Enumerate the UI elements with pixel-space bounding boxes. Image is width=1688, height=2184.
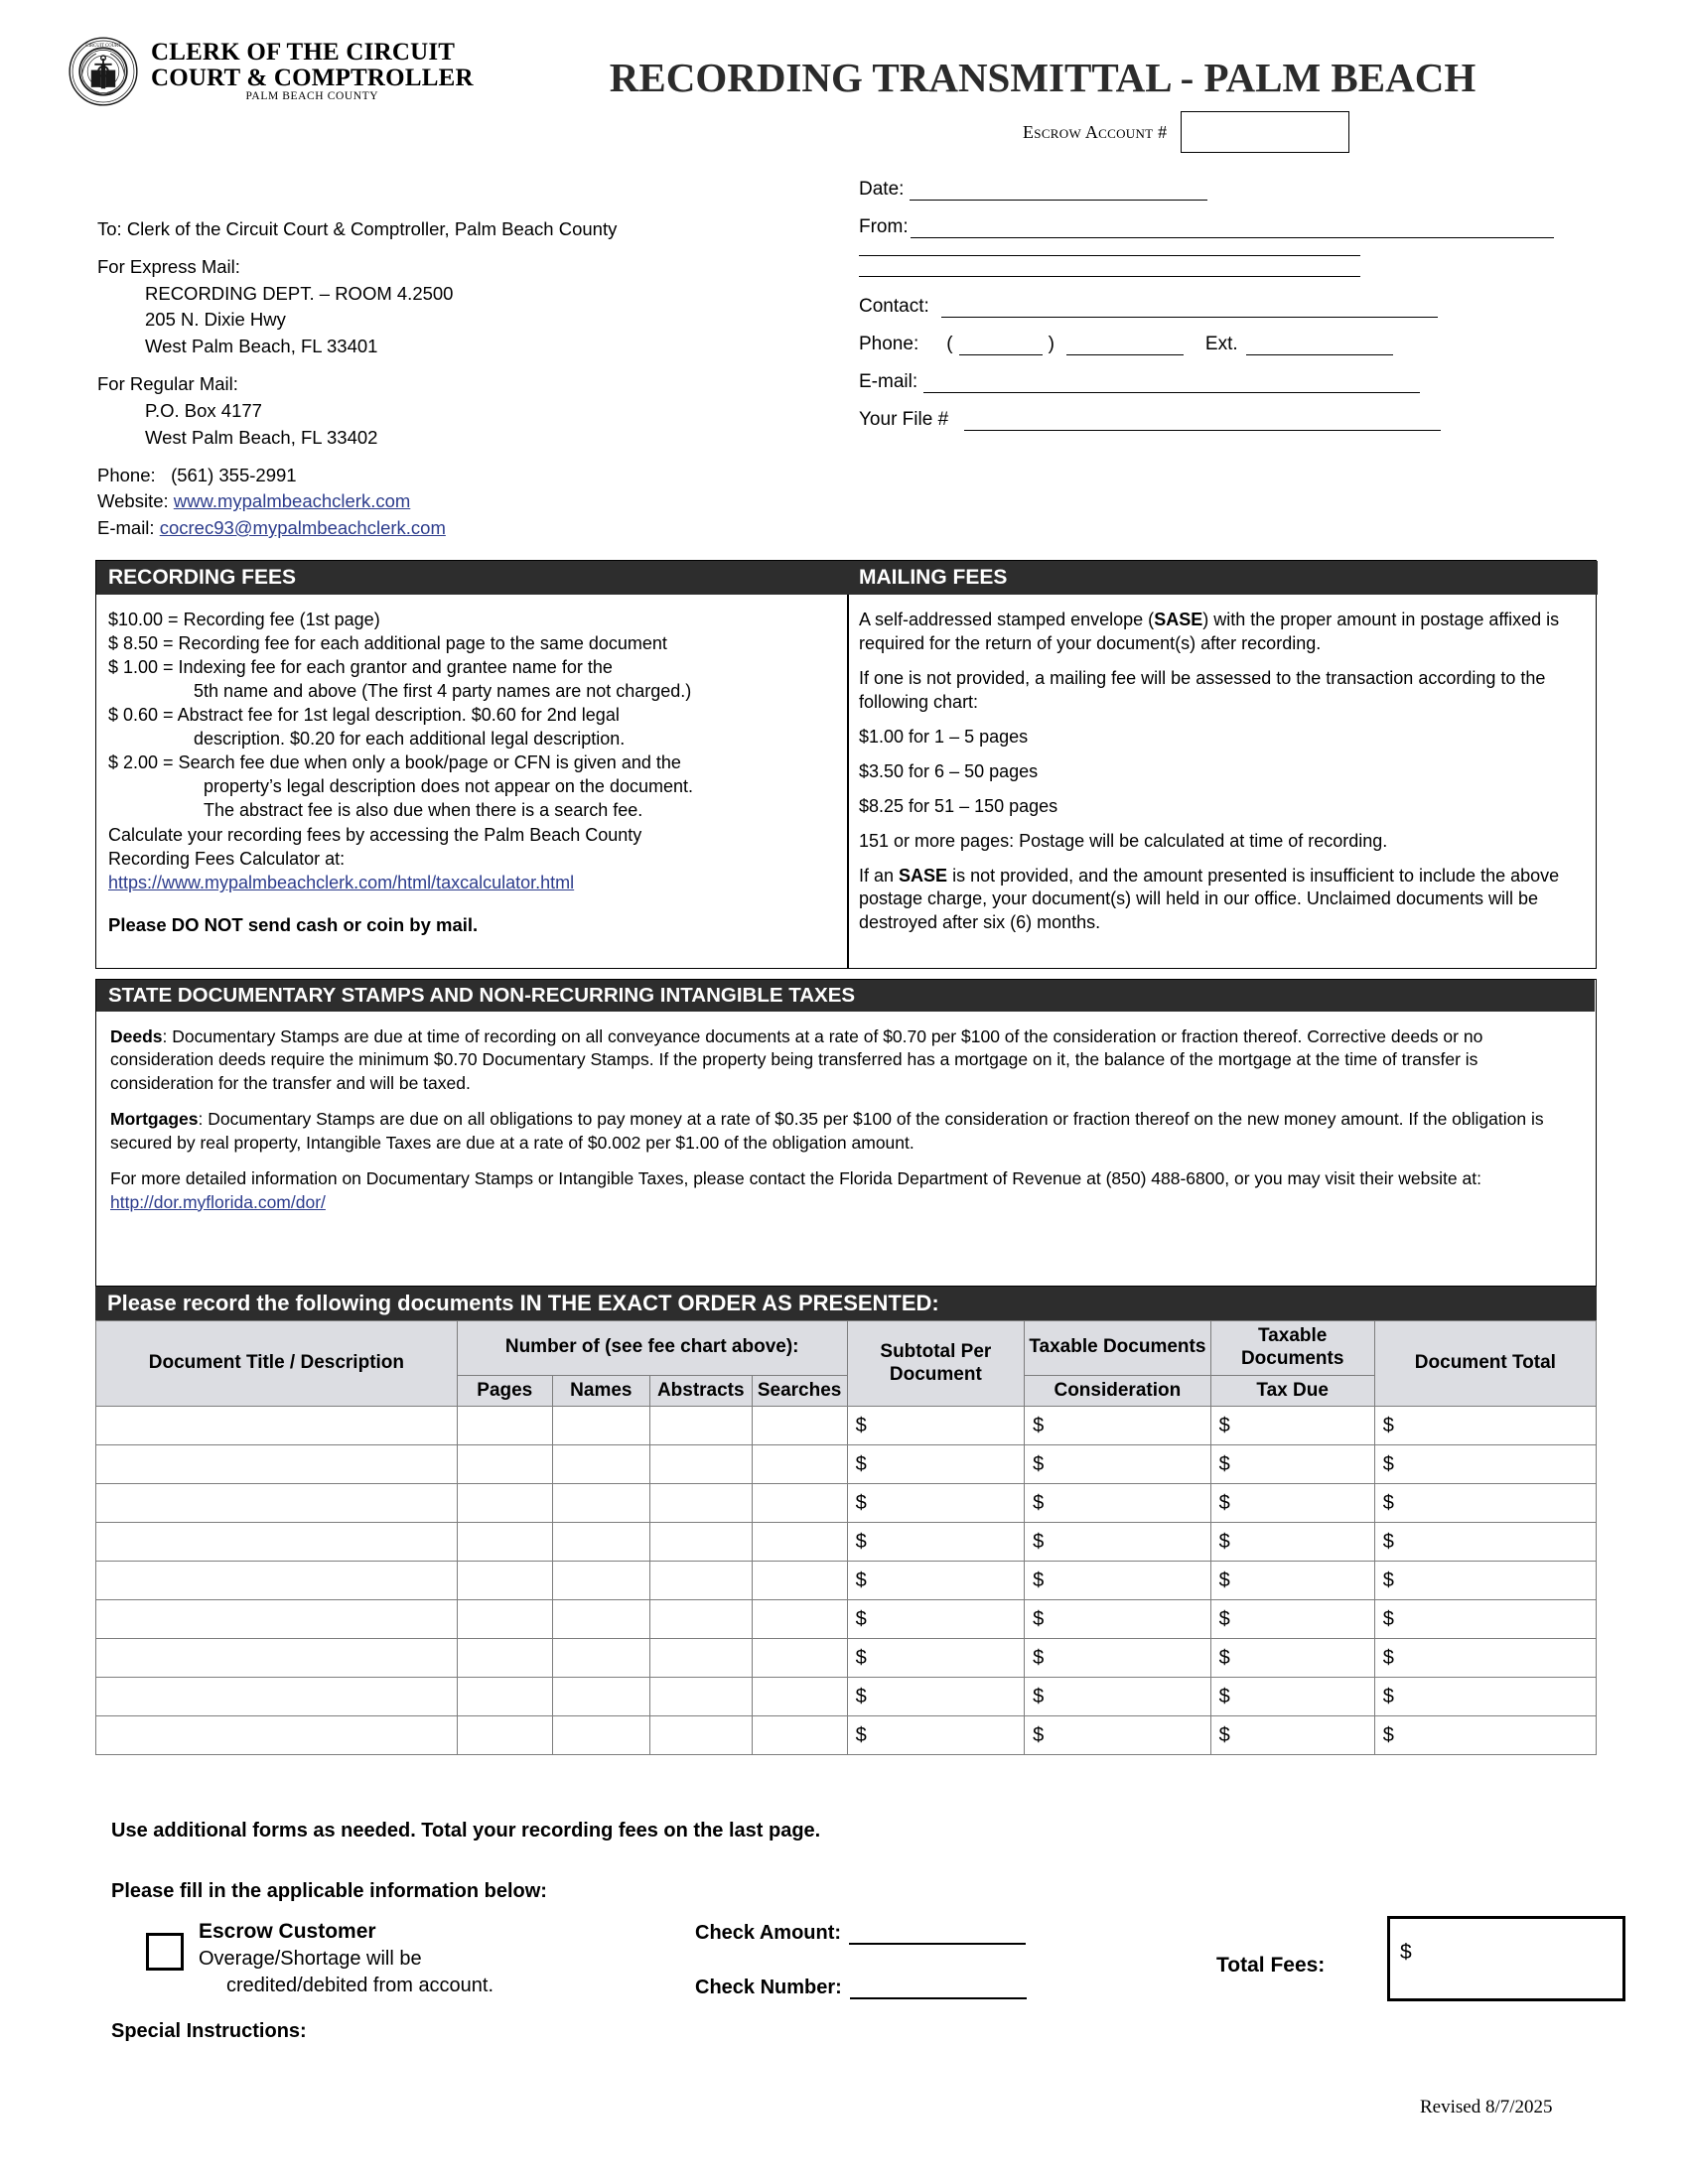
mailing-paragraph-3: If an SASE is not provided, and the amount presented is insufficient to include the above postage charge, your document(s) will held in our office. Unclaimed documents will be destroyed after six (6) months. — [859, 865, 1560, 933]
clerk-website-link[interactable]: www.mypalmbeachclerk.com — [173, 490, 411, 512]
escrow-customer-title: Escrow Customer — [199, 1920, 376, 1943]
mortgages-paragraph: Mortgages: Documentary Stamps are due on all obligations to pay money at a rate of $0.35 per $100 of the consideration or fraction thereof on the new money amount. If the obligation is secured by real property, Intangible Taxes are due at a rate of $0.002 per $1.00 of the obligation amount. — [110, 1109, 1544, 1153]
clerk-phone-row — [97, 463, 743, 489]
recording-fees-heading: RECORDING FEES — [96, 561, 847, 595]
from-input-2[interactable] — [859, 254, 1360, 256]
use-additional-forms-note: Use additional forms as needed. Total your recording fees on the last page. — [111, 1820, 821, 1842]
cell-searches[interactable] — [752, 1407, 847, 1445]
from-row-3 — [859, 275, 1554, 277]
cell-searches[interactable] — [752, 1523, 847, 1562]
contact-row — [859, 296, 1554, 318]
from-input-3[interactable] — [859, 275, 1360, 277]
cell-title[interactable] — [96, 1523, 458, 1562]
total-fees-input[interactable] — [1387, 1916, 1625, 2001]
express-mail-line-2: 205 N. Dixie Hwy — [145, 309, 286, 331]
regular-mail-heading: For Regular Mail: — [97, 373, 238, 395]
documentary-stamps-section — [95, 979, 1597, 1287]
fee-line-5: $ 0.60 = Abstract fee for 1st legal description. $0.60 for 2nd legal — [108, 704, 620, 725]
page-header — [0, 18, 1688, 127]
th-subtotal: Subtotal Per Document — [847, 1321, 1025, 1407]
email-input[interactable] — [923, 391, 1420, 393]
your-file-input[interactable] — [964, 429, 1441, 431]
check-number-row — [695, 1977, 1027, 1999]
clerk-phone-label: Phone: — [97, 464, 156, 485]
logo-line-2: COURT & COMPTROLLER — [151, 64, 474, 91]
cell-searches[interactable] — [752, 1484, 847, 1523]
fee-line-2: $ 8.50 = Recording fee for each additional page to the same document — [108, 632, 667, 653]
cell-taxdue[interactable]: $ — [1210, 1523, 1374, 1562]
cell-title[interactable] — [96, 1678, 458, 1716]
cell-title[interactable] — [96, 1407, 458, 1445]
cell-title[interactable] — [96, 1484, 458, 1523]
cell-abstracts[interactable] — [649, 1716, 752, 1755]
cell-total[interactable]: $ — [1374, 1523, 1596, 1562]
cell-names[interactable] — [552, 1639, 649, 1678]
cell-total[interactable]: $ — [1374, 1484, 1596, 1523]
documents-table — [95, 1320, 1597, 1755]
cell-title[interactable] — [96, 1445, 458, 1484]
to-line: To: Clerk of the Circuit Court & Comptroller, Palm Beach County — [97, 218, 618, 239]
phone-area-code-input[interactable] — [959, 353, 1043, 355]
mailing-rate-4: 151 or more pages: Postage will be calculated at time of recording. — [859, 830, 1388, 851]
fee-line-6: description. $0.20 for each additional legal description. — [194, 728, 626, 749]
logo-line-3: PALM BEACH COUNTY — [245, 90, 379, 103]
cell-taxdue[interactable]: $ — [1210, 1484, 1374, 1523]
cell-abstracts[interactable] — [649, 1639, 752, 1678]
table-row — [96, 1716, 1597, 1755]
cell-names[interactable] — [552, 1600, 649, 1639]
clerk-contact-block — [97, 216, 743, 542]
page-title: RECORDING TRANSMITTAL - PALM BEACH — [609, 55, 1477, 100]
clerk-email-row — [97, 515, 743, 542]
escrow-account-label: Escrow Account # — [1023, 121, 1168, 142]
florida-dor-link[interactable]: http://dor.myflorida.com/dor/ — [110, 1191, 326, 1212]
date-label: Date: — [859, 179, 905, 200]
no-cash-notice: Please DO NOT send cash or coin by mail. — [108, 914, 479, 936]
escrow-customer-block — [199, 1918, 493, 1999]
your-file-row — [859, 409, 1554, 431]
check-amount-row — [695, 1922, 1027, 1945]
table-row — [96, 1600, 1597, 1639]
cell-searches[interactable] — [752, 1716, 847, 1755]
th-names: Names — [552, 1375, 649, 1407]
th-pages: Pages — [457, 1375, 552, 1407]
escrow-customer-checkbox[interactable] — [146, 1933, 184, 1971]
table-row — [96, 1484, 1597, 1523]
cell-names[interactable] — [552, 1445, 649, 1484]
clerk-logo — [68, 36, 474, 107]
cell-subtotal[interactable]: $ — [847, 1562, 1025, 1600]
check-amount-input[interactable] — [849, 1942, 1026, 1945]
cell-pages[interactable] — [457, 1639, 552, 1678]
check-fields — [695, 1922, 1027, 2031]
ext-label: Ext. — [1204, 334, 1238, 354]
more-info-paragraph: For more detailed information on Documentary Stamps or Intangible Taxes, please contact the Florida Department of Revenue at (850) 488-6800, or you may visit their website at: http://dor.myflorida.com/dor/ — [110, 1168, 1481, 1212]
cell-pages[interactable] — [457, 1562, 552, 1600]
fees-section — [95, 560, 1597, 969]
cell-subtotal[interactable]: $ — [847, 1678, 1025, 1716]
th-searches: Searches — [752, 1375, 847, 1407]
regular-mail-line-1: P.O. Box 4177 — [145, 399, 262, 421]
record-documents-heading: Please record the following documents IN THE EXACT ORDER AS PRESENTED: — [95, 1287, 1597, 1320]
cell-taxdue[interactable]: $ — [1210, 1445, 1374, 1484]
cell-searches[interactable] — [752, 1562, 847, 1600]
th-consideration: Consideration — [1025, 1375, 1210, 1407]
cell-consideration[interactable]: $ — [1025, 1407, 1210, 1445]
phone-label: Phone: — [859, 334, 919, 354]
clerk-website-row — [97, 488, 743, 515]
email-row — [859, 371, 1554, 393]
cell-taxdue[interactable]: $ — [1210, 1639, 1374, 1678]
from-row-2 — [859, 254, 1554, 256]
cell-taxdue[interactable]: $ — [1210, 1407, 1374, 1445]
cell-pages[interactable] — [457, 1678, 552, 1716]
total-fees-label: Total Fees: — [1216, 1954, 1326, 1977]
table-row — [96, 1523, 1597, 1562]
cell-searches[interactable] — [752, 1639, 847, 1678]
fee-line-9: The abstract fee is also due when there is a search fee. — [204, 799, 643, 820]
cell-names[interactable] — [552, 1562, 649, 1600]
from-row — [859, 216, 1554, 238]
stamps-heading: STATE DOCUMENTARY STAMPS AND NON-RECURRING INTANGIBLE TAXES — [96, 980, 1595, 1012]
cell-pages[interactable] — [457, 1716, 552, 1755]
table-row — [96, 1639, 1597, 1678]
cell-pages[interactable] — [457, 1523, 552, 1562]
cell-total[interactable]: $ — [1374, 1445, 1596, 1484]
cell-consideration[interactable]: $ — [1025, 1523, 1210, 1562]
deeds-paragraph: Deeds: Documentary Stamps are due at time of recording on all conveyance documents at a rate of $0.70 per $100 of the consideration or fraction thereof. Corrective deeds or no consideration deeds require the minimum $0.70 Documentary Stamps. If the property being transferred has a mortgage on it, the balance of the mortgage at the time of transfer is consideration for the transfer and will be taxed. — [110, 1026, 1483, 1093]
cell-total[interactable]: $ — [1374, 1407, 1596, 1445]
cell-abstracts[interactable] — [649, 1407, 752, 1445]
phone-number-input[interactable] — [1066, 353, 1184, 355]
cell-pages[interactable] — [457, 1484, 552, 1523]
date-row — [859, 179, 1554, 201]
cell-subtotal[interactable]: $ — [847, 1639, 1025, 1678]
cell-subtotal[interactable]: $ — [847, 1484, 1025, 1523]
logo-line-1: CLERK OF THE CIRCUIT — [151, 39, 456, 67]
check-number-label: Check Number: — [695, 1977, 842, 1998]
table-row — [96, 1678, 1597, 1716]
revised-date: Revised 8/7/2025 — [1420, 2097, 1553, 2117]
th-document-title: Document Title / Description — [96, 1321, 458, 1407]
cell-taxdue[interactable]: $ — [1210, 1562, 1374, 1600]
mailing-paragraph-2: If one is not provided, a mailing fee will be assessed to the transaction according to the following chart: — [859, 667, 1546, 712]
mailing-paragraph-1: A self-addressed stamped envelope (SASE) with the proper amount in postage affixed is required for the return of your document(s) after recording. — [859, 610, 1560, 653]
mailing-rate-3: $8.25 for 51 – 150 pages — [859, 795, 1058, 816]
mailing-rate-2: $3.50 for 6 – 50 pages — [859, 760, 1039, 781]
express-mail-heading: For Express Mail: — [97, 255, 240, 277]
cell-searches[interactable] — [752, 1678, 847, 1716]
cell-consideration[interactable]: $ — [1025, 1484, 1210, 1523]
mailing-fees-body — [849, 595, 1596, 968]
cell-names[interactable] — [552, 1678, 649, 1716]
table-row — [96, 1407, 1597, 1445]
cell-consideration[interactable]: $ — [1025, 1716, 1210, 1755]
cell-total[interactable]: $ — [1374, 1639, 1596, 1678]
contact-input[interactable] — [941, 316, 1438, 318]
calculator-url-link[interactable]: https://www.mypalmbeachclerk.com/html/taxcalculator.html — [108, 873, 575, 893]
cell-total[interactable]: $ — [1374, 1716, 1596, 1755]
th-taxable-documents-2: Taxable Documents — [1210, 1321, 1374, 1376]
your-file-label: Your File # — [859, 409, 949, 430]
th-abstracts: Abstracts — [649, 1375, 752, 1407]
cell-consideration[interactable]: $ — [1025, 1678, 1210, 1716]
cell-taxdue[interactable]: $ — [1210, 1716, 1374, 1755]
calculator-line-1: Calculate your recording fees by accessing the Palm Beach County — [108, 825, 642, 846]
cell-consideration[interactable]: $ — [1025, 1562, 1210, 1600]
cell-consideration[interactable]: $ — [1025, 1445, 1210, 1484]
th-document-total: Document Total — [1374, 1321, 1596, 1407]
cell-pages[interactable] — [457, 1445, 552, 1484]
th-number-of: Number of (see fee chart above): — [457, 1321, 847, 1376]
escrow-customer-sub-2: credited/debited from account. — [226, 1975, 494, 1997]
email-label: E-mail: — [859, 371, 918, 392]
cell-title[interactable] — [96, 1716, 458, 1755]
cell-title[interactable] — [96, 1639, 458, 1678]
table-header-row-1 — [96, 1321, 1597, 1376]
cell-consideration[interactable]: $ — [1025, 1639, 1210, 1678]
cell-names[interactable] — [552, 1484, 649, 1523]
table-row — [96, 1562, 1597, 1600]
clerk-email-label: E-mail: — [97, 517, 155, 539]
cell-taxdue[interactable]: $ — [1210, 1600, 1374, 1639]
cell-title[interactable] — [96, 1600, 458, 1639]
mailing-rate-1: $1.00 for 1 – 5 pages — [859, 726, 1029, 747]
date-input[interactable] — [910, 199, 1207, 201]
cell-names[interactable] — [552, 1716, 649, 1755]
escrow-account-input[interactable] — [1181, 111, 1349, 153]
cell-subtotal[interactable]: $ — [847, 1600, 1025, 1639]
cell-consideration[interactable]: $ — [1025, 1600, 1210, 1639]
fee-line-3: $ 1.00 = Indexing fee for each grantor and grantee name for the — [108, 656, 613, 677]
escrow-customer-sub-1: Overage/Shortage will be — [199, 1948, 422, 1971]
cell-abstracts[interactable] — [649, 1562, 752, 1600]
fee-line-7: $ 2.00 = Search fee due when only a book/page or CFN is given and the — [108, 751, 681, 772]
total-fees-currency: $ — [1400, 1941, 1412, 1964]
cell-searches[interactable] — [752, 1600, 847, 1639]
regular-mail-line-2: West Palm Beach, FL 33402 — [145, 426, 378, 448]
cell-title[interactable] — [96, 1562, 458, 1600]
cell-subtotal[interactable]: $ — [847, 1407, 1025, 1445]
cell-names[interactable] — [552, 1407, 649, 1445]
cell-subtotal[interactable]: $ — [847, 1523, 1025, 1562]
th-tax-due: Tax Due — [1210, 1375, 1374, 1407]
express-mail-line-3: West Palm Beach, FL 33401 — [145, 336, 378, 357]
th-taxable-documents-1: Taxable Documents — [1025, 1321, 1210, 1376]
check-amount-label: Check Amount: — [695, 1922, 842, 1944]
fill-info-note: Please fill in the applicable information below: — [111, 1880, 547, 1902]
clerk-website-label: Website: — [97, 490, 169, 512]
recording-fees-body — [96, 595, 845, 968]
check-number-input[interactable] — [850, 1996, 1027, 1999]
cell-abstracts[interactable] — [649, 1600, 752, 1639]
cell-abstracts[interactable] — [649, 1678, 752, 1716]
contact-label: Contact: — [859, 296, 929, 317]
cell-abstracts[interactable] — [649, 1523, 752, 1562]
phone-paren-open: ( — [946, 334, 953, 354]
cell-pages[interactable] — [457, 1407, 552, 1445]
cell-searches[interactable] — [752, 1445, 847, 1484]
cell-total[interactable]: $ — [1374, 1600, 1596, 1639]
express-mail-line-1: RECORDING DEPT. – ROOM 4.2500 — [145, 282, 454, 304]
fee-line-1: $10.00 = Recording fee (1st page) — [108, 610, 380, 629]
clerk-seal-icon — [68, 36, 139, 107]
cell-subtotal[interactable]: $ — [847, 1716, 1025, 1755]
clerk-phone-value: (561) 355-2991 — [171, 464, 297, 485]
table-row — [96, 1445, 1597, 1484]
fee-line-8: property’s legal description does not appear on the document. — [204, 775, 693, 796]
stamps-body — [96, 1012, 1595, 1285]
cell-pages[interactable] — [457, 1600, 552, 1639]
from-label: From: — [859, 216, 909, 237]
mailing-fees-heading: MAILING FEES — [847, 561, 1598, 595]
cell-abstracts[interactable] — [649, 1484, 752, 1523]
cell-total[interactable]: $ — [1374, 1678, 1596, 1716]
phone-paren-close: ) — [1048, 334, 1055, 354]
from-input[interactable] — [911, 236, 1554, 238]
phone-row — [859, 334, 1554, 355]
svg-text:CIRCUIT COURT: CIRCUIT COURT — [85, 43, 121, 49]
special-instructions-label: Special Instructions: — [111, 2020, 307, 2042]
cell-total[interactable]: $ — [1374, 1562, 1596, 1600]
cell-subtotal[interactable]: $ — [847, 1445, 1025, 1484]
ext-input[interactable] — [1246, 353, 1393, 355]
fee-line-4: 5th name and above (The first 4 party names are not charged.) — [194, 680, 692, 701]
sender-form-fields — [859, 179, 1554, 447]
escrow-account-row — [1023, 111, 1349, 153]
calculator-line-2: Recording Fees Calculator at: — [108, 849, 346, 870]
cell-names[interactable] — [552, 1523, 649, 1562]
cell-taxdue[interactable]: $ — [1210, 1678, 1374, 1716]
clerk-email-link[interactable]: cocrec93@mypalmbeachclerk.com — [159, 517, 446, 539]
cell-abstracts[interactable] — [649, 1445, 752, 1484]
